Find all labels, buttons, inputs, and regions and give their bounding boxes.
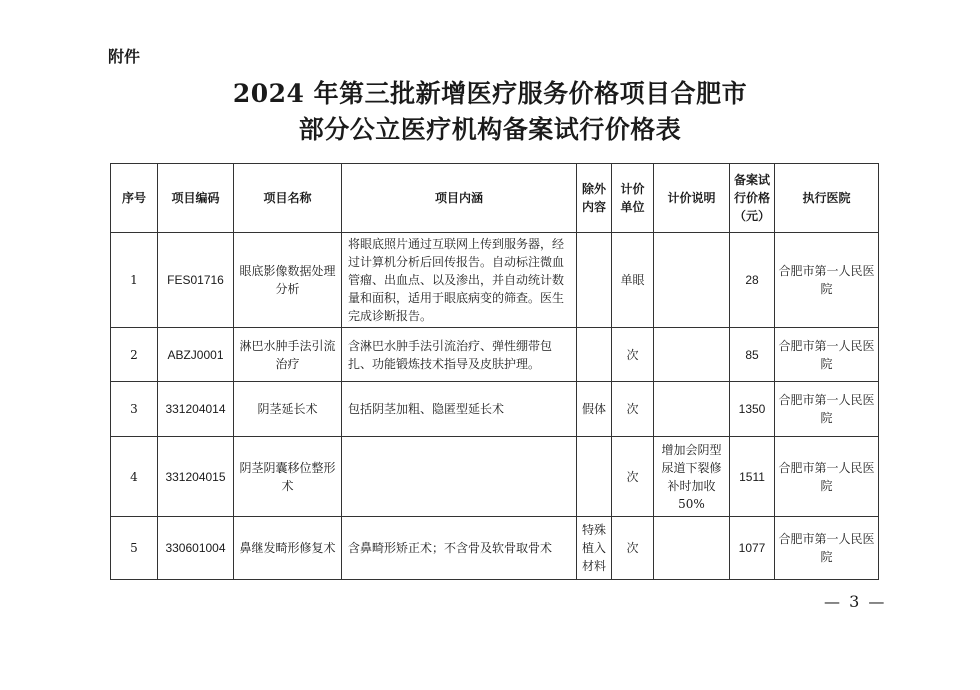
table-row — [111, 382, 879, 437]
table-header-row — [111, 164, 879, 233]
header-code: 项目编码 — [158, 164, 234, 233]
cell-name: 眼底影像数据处理分析 — [234, 233, 342, 328]
header-seq: 序号 — [111, 164, 158, 233]
cell-unit: 次 — [612, 517, 654, 580]
price-table — [110, 163, 879, 580]
cell-seq: 2 — [111, 328, 158, 382]
cell-name: 淋巴水肿手法引流治疗 — [234, 328, 342, 382]
header-hospital: 执行医院 — [775, 164, 879, 233]
cell-hospital: 合肥市第一人民医院 — [775, 233, 879, 328]
header-price: 备案试行价格（元） — [730, 164, 775, 233]
cell-content — [342, 437, 577, 517]
header-unit: 计价单位 — [612, 164, 654, 233]
cell-note: 增加会阴型尿道下裂修补时加收 50% — [654, 437, 730, 517]
cell-code: FES01716 — [158, 233, 234, 328]
cell-excluded: 特殊植入材料 — [577, 517, 612, 580]
table-row — [111, 437, 879, 517]
cell-price: 1511 — [730, 437, 775, 517]
cell-excluded — [577, 328, 612, 382]
cell-unit: 次 — [612, 437, 654, 517]
cell-code: 331204014 — [158, 382, 234, 437]
cell-unit: 次 — [612, 328, 654, 382]
cell-price: 28 — [730, 233, 775, 328]
table-row — [111, 233, 879, 328]
cell-seq: 3 — [111, 382, 158, 437]
cell-note — [654, 382, 730, 437]
cell-price: 1350 — [730, 382, 775, 437]
cell-unit: 次 — [612, 382, 654, 437]
cell-unit: 单眼 — [612, 233, 654, 328]
header-note: 计价说明 — [654, 164, 730, 233]
cell-code: 330601004 — [158, 517, 234, 580]
cell-code: 331204015 — [158, 437, 234, 517]
cell-excluded: 假体 — [577, 382, 612, 437]
cell-seq: 4 — [111, 437, 158, 517]
attachment-label: 附件 — [108, 47, 141, 66]
cell-price: 85 — [730, 328, 775, 382]
cell-content: 包括阴茎加粗、隐匿型延长术 — [342, 382, 577, 437]
cell-content: 含淋巴水肿手法引流治疗、弹性绷带包扎、功能锻炼技术指导及皮肤护理。 — [342, 328, 577, 382]
cell-hospital: 合肥市第一人民医院 — [775, 437, 879, 517]
table-row — [111, 517, 879, 580]
cell-hospital: 合肥市第一人民医院 — [775, 517, 879, 580]
header-content: 项目内涵 — [342, 164, 577, 233]
cell-excluded — [577, 233, 612, 328]
document-title-line-1: 2024 年第三批新增医疗服务价格项目合肥市 — [232, 79, 748, 108]
cell-content: 含鼻畸形矫正术；不含骨及软骨取骨术 — [342, 517, 577, 580]
cell-name: 阴茎延长术 — [234, 382, 342, 437]
header-excluded: 除外内容 — [577, 164, 612, 233]
cell-note — [654, 233, 730, 328]
document-title-line-2: 部分公立医疗机构备案试行价格表 — [298, 115, 682, 144]
cell-excluded — [577, 437, 612, 517]
cell-seq: 5 — [111, 517, 158, 580]
cell-code: ABZJ0001 — [158, 328, 234, 382]
cell-seq: 1 — [111, 233, 158, 328]
cell-note — [654, 517, 730, 580]
table-row — [111, 328, 879, 382]
cell-hospital: 合肥市第一人民医院 — [775, 328, 879, 382]
cell-note — [654, 328, 730, 382]
page-number: — 3 — — [824, 592, 887, 611]
cell-price: 1077 — [730, 517, 775, 580]
cell-name: 鼻继发畸形修复术 — [234, 517, 342, 580]
header-name: 项目名称 — [234, 164, 342, 233]
cell-content: 将眼底照片通过互联网上传到服务器，经过计算机分析后回传报告。自动标注微血管瘤、出血点、以及渗出，并自动统计数量和面积，适用于眼底病变的筛查。医生完成诊断报告。 — [342, 233, 577, 328]
cell-hospital: 合肥市第一人民医院 — [775, 382, 879, 437]
cell-name: 阴茎阴囊移位整形术 — [234, 437, 342, 517]
